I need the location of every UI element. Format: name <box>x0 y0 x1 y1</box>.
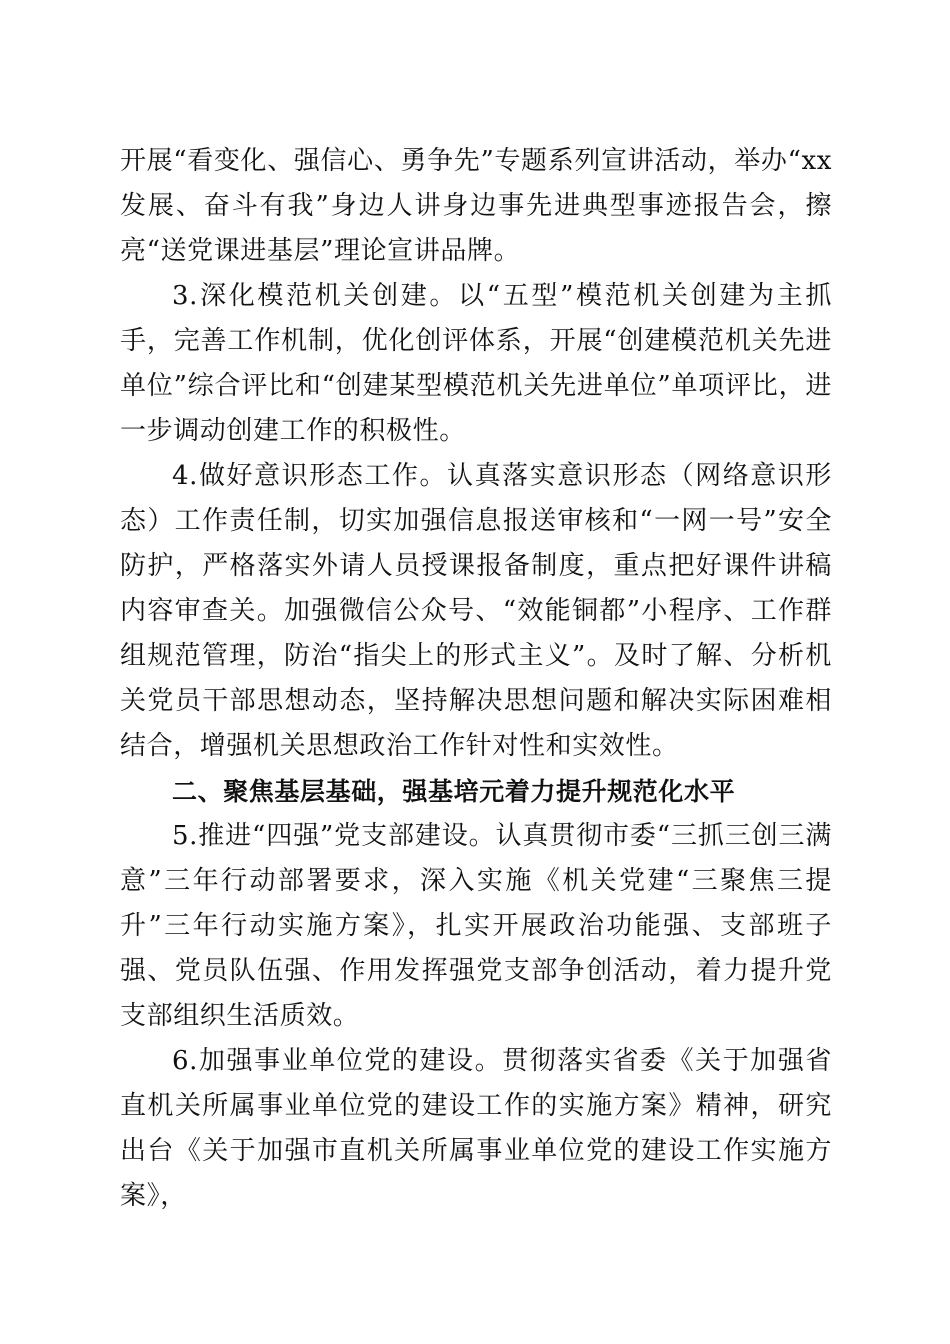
paragraph-item-6: 6.加强事业单位党的建设。贯彻落实省委《关于加强省直机关所属事业单位党的建设工作的实施方案》精神，研究出台《关于加强市直机关所属事业单位党的建设工作实施方案》， <box>120 1046 832 1211</box>
paragraph-continuation: 开展“看变化、强信心、勇争先”专题系列宣讲活动，举办“xx发展、奋斗有我”身边人讲身边事先进典型事迹报告会，擦亮“送党课进基层”理论宣讲品牌。 <box>120 146 832 266</box>
paragraph-item-4: 4.做好意识形态工作。认真落实意识形态（网络意识形态）工作责任制，切实加强信息报送审核和“一网一号”安全防护，严格落实外请人员授课报备制度，重点把好课件讲稿内容审查关。加强微信公众号、“效能铜都”小程序、工作群组规范管理，防治“指尖上的形式主义”。及时了解、分析机关党员干部思想动态，坚持解决思想问题和解决实际困难相结合，增强机关思想政治工作针对性和实效性。 <box>120 461 832 761</box>
paragraph-item-3: 3.深化模范机关创建。以“五型”模范机关创建为主抓手，完善工作机制，优化创评体系，开展“创建模范机关先进单位”综合评比和“创建某型模范机关先进单位”单项评比，进一步调动创建工作的积极性。 <box>120 281 832 446</box>
paragraph-item-5: 5.推进“四强”党支部建设。认真贯彻市委“三抓三创三满意”三年行动部署要求，深入实施《机关党建“三聚焦三提升”三年行动实施方案》，扎实开展政治功能强、支部班子强、党员队伍强、作用发挥强党支部争创活动，着力提升党支部组织生活质效。 <box>120 821 832 1031</box>
section-heading: 二、聚焦基层基础，强基培元着力提升规范化水平 <box>172 777 736 806</box>
document-page <box>120 139 832 1219</box>
